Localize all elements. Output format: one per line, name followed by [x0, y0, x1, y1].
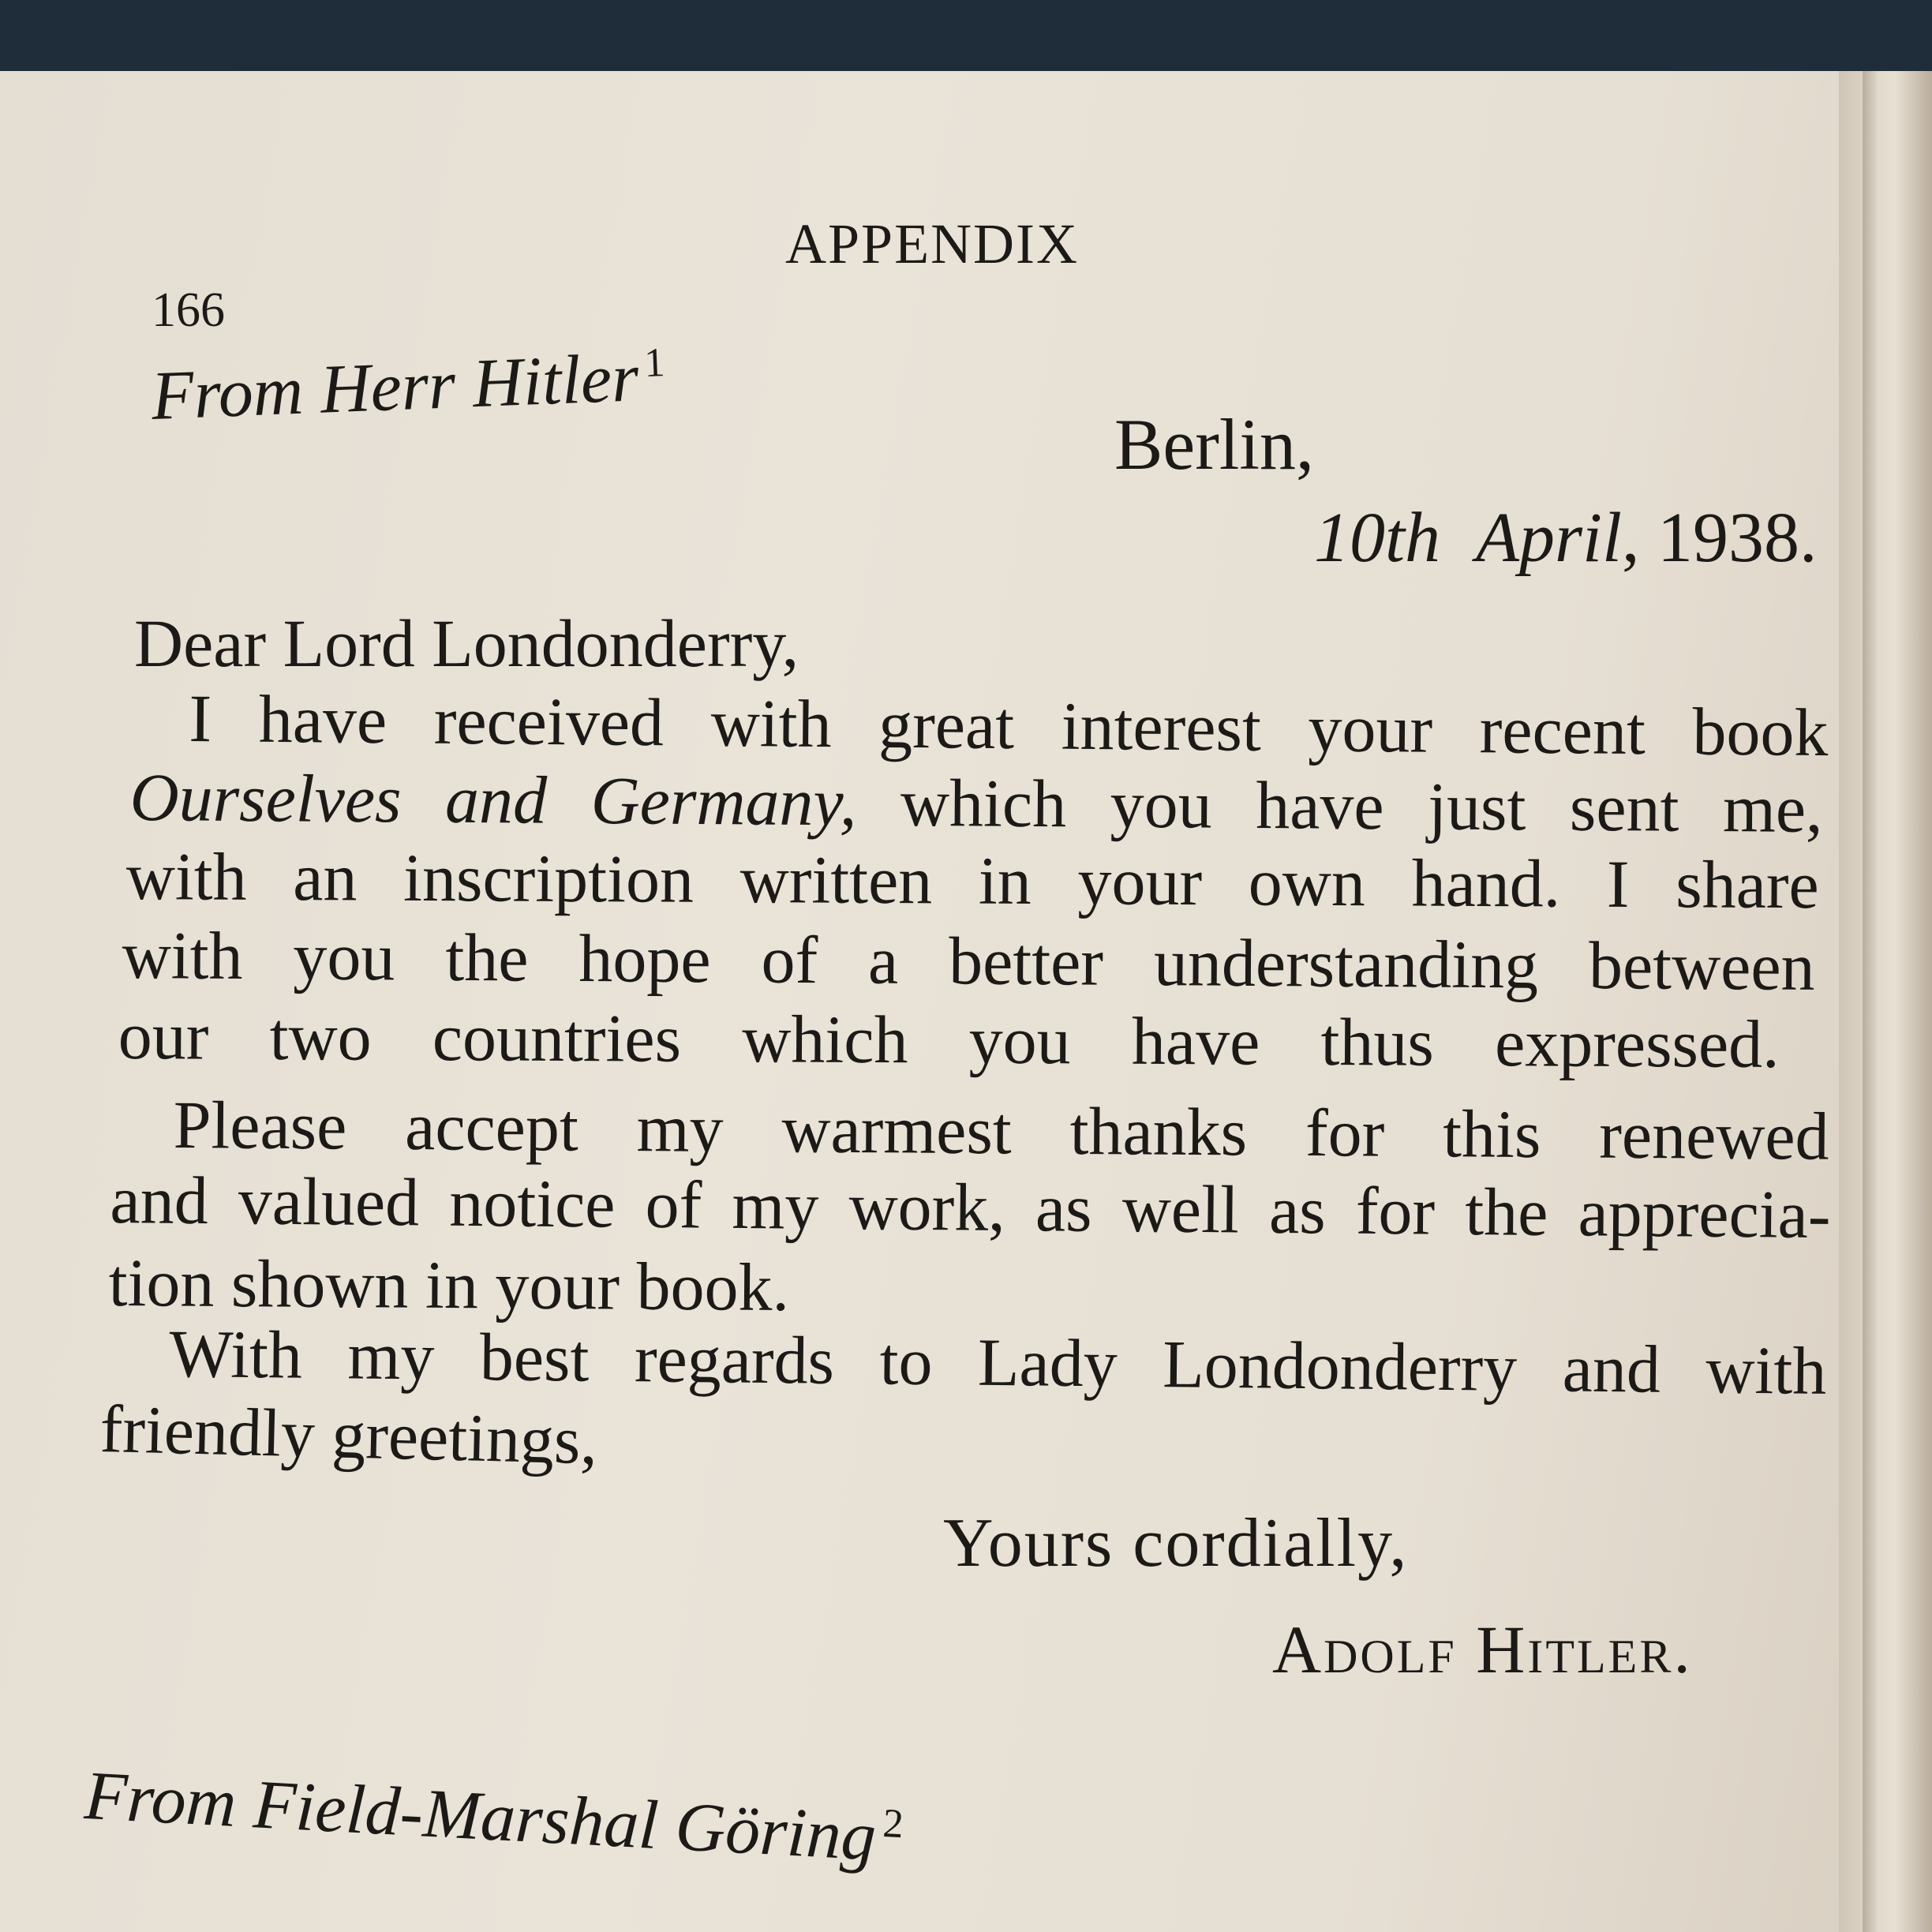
- date-year: , 1938.: [1622, 499, 1818, 577]
- body-line: [129, 758, 1823, 848]
- body-line: tion shown in your book.: [108, 1245, 790, 1326]
- book-title: Ourselves and Germany,: [129, 758, 857, 841]
- page-number: 166: [152, 283, 225, 337]
- letter-date: [1314, 497, 1818, 578]
- from-heading-text: From Herr Hitler: [150, 339, 640, 435]
- body-line: our two countries which you have thus expressed.: [118, 998, 1780, 1083]
- body-line: With my best regards to Lady Londonderry and with: [168, 1315, 1827, 1409]
- body-line: and valued notice of my work, as well as for the apprecia-: [110, 1161, 1831, 1253]
- book-page-edge: [1839, 71, 1932, 1932]
- body-line: with you the hope of a better understanding between: [122, 917, 1815, 1005]
- date-month: April: [1476, 499, 1623, 577]
- body-line: I have received with great interest your recent book: [189, 680, 1829, 771]
- page-shadow: [1863, 71, 1878, 1932]
- letter-signature: Adolf Hitler.: [1272, 1612, 1693, 1687]
- running-head: APPENDIX: [785, 212, 1080, 275]
- body-line: friendly greetings,: [99, 1390, 599, 1479]
- salutation: Dear Lord Londonderry,: [134, 605, 799, 681]
- date-day: 10th: [1314, 499, 1441, 577]
- next-heading-text: From Field-Marshal Göring: [82, 1757, 878, 1876]
- body-line: with an inscription written in your own hand. I share: [125, 838, 1819, 923]
- letter-closing: Yours cordially,: [943, 1505, 1409, 1582]
- body-line: Please accept my warmest thanks for this renewed: [173, 1087, 1829, 1174]
- footnote-marker: 2: [882, 1800, 905, 1848]
- body-line-text: which you have just sent me,: [900, 764, 1823, 847]
- letter-place: Berlin,: [1114, 404, 1314, 485]
- footnote-marker: 1: [643, 339, 666, 386]
